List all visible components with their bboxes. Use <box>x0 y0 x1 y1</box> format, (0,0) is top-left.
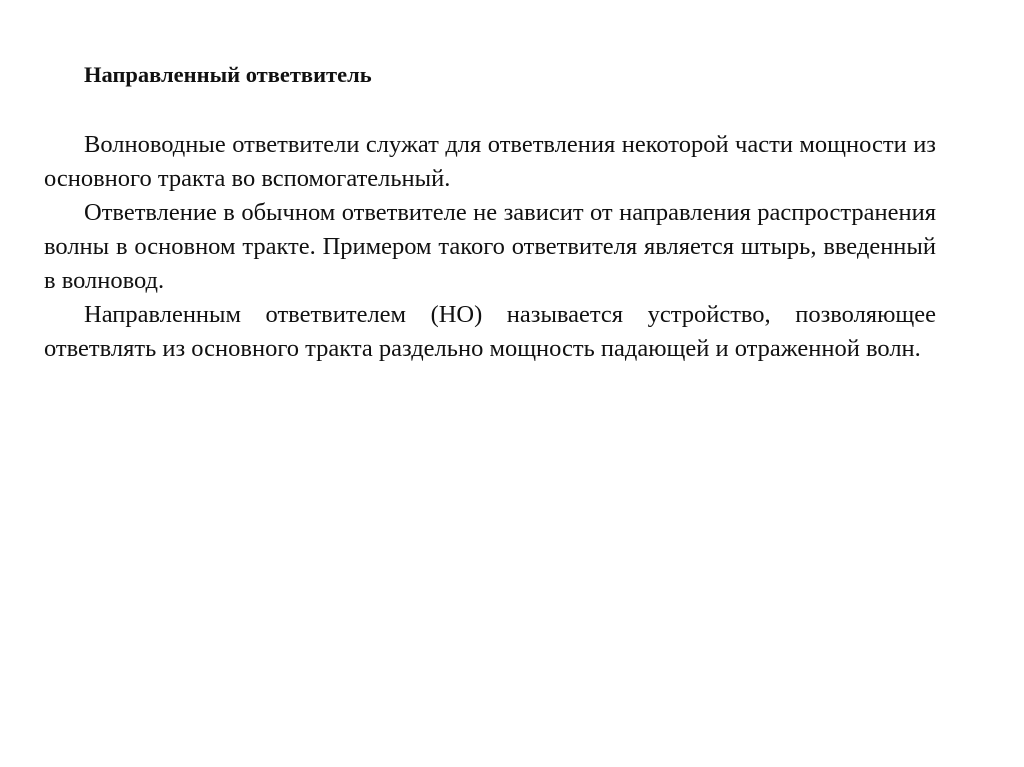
paragraph-1: Волноводные ответвители служат для ответвления некоторой части мощности из основного тракта во вспомогательный. <box>44 131 936 192</box>
text-block <box>44 58 936 366</box>
paragraph-3: Направленным ответвителем (НО) называется устройство, позволяющее ответвлять из основного тракта раздельно мощность падающей и отраженной волн. <box>44 301 936 362</box>
paragraph-2: Ответвление в обычном ответвителе не зависит от направления распространения волны в основном тракте. Примером такого ответвителя является штырь, введенный в волновод. <box>44 199 936 294</box>
document-title: Направленный ответвитель <box>84 62 372 87</box>
